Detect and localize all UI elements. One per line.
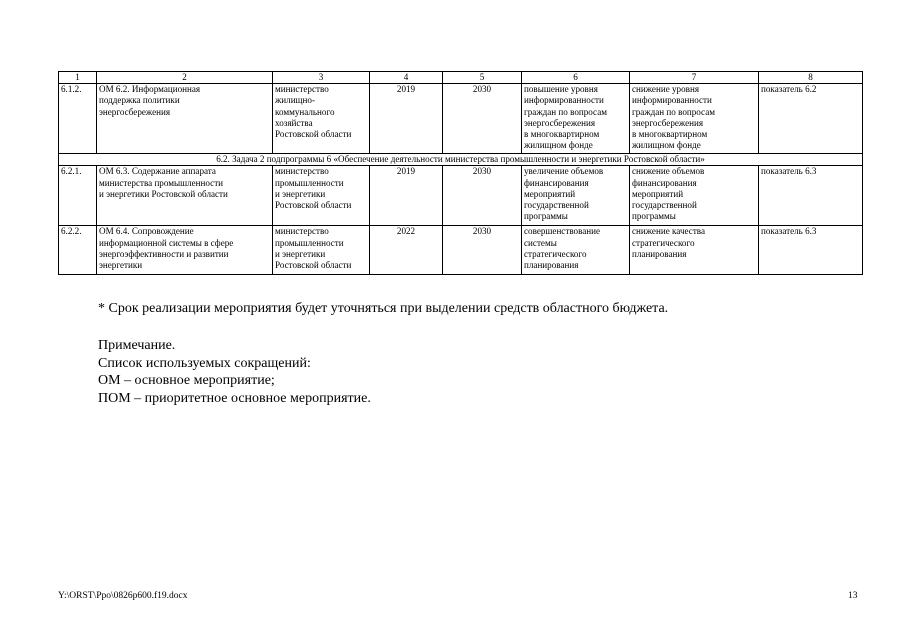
measures-table <box>58 71 863 275</box>
indicator-cell: показатель 6.2 <box>759 84 863 154</box>
executor-cell <box>273 226 370 275</box>
cell-line: энергосбережения <box>632 117 704 128</box>
cell-line: хозяйства <box>275 117 313 128</box>
cell-line: министерство <box>275 226 329 237</box>
row-number: 6.2.1. <box>59 166 97 226</box>
cell-line: программы <box>632 211 676 222</box>
cell-line: министерство <box>275 166 329 177</box>
end-year-cell: 2030 <box>443 166 522 226</box>
cell-line: системы <box>524 237 557 248</box>
table-subheading-row <box>59 154 863 166</box>
cell-line: ОМ 6.2. Информационная <box>99 84 201 95</box>
cell-line: ОМ 6.4. Сопровождение <box>99 226 194 237</box>
abbreviation-item: ОМ – основное мероприятие; <box>98 373 275 388</box>
cell-line: и энергетики Ростовской области <box>99 188 228 199</box>
indicator-cell: показатель 6.3 <box>759 166 863 226</box>
header-cell: 8 <box>759 72 863 84</box>
abbreviations-title: Список используемых сокращений: <box>98 355 311 371</box>
header-cell: 1 <box>59 72 97 84</box>
cell-line: финансирования <box>524 177 589 188</box>
cell-line: стратегического <box>632 237 695 248</box>
header-cell: 3 <box>273 72 370 84</box>
cell-line: граждан по вопросам <box>524 106 607 117</box>
cell-line: Ростовской области <box>275 200 352 211</box>
start-year-cell: 2019 <box>370 166 443 226</box>
result-cell <box>522 226 630 275</box>
result-cell <box>522 84 630 154</box>
cell-line: государственной <box>632 200 697 211</box>
start-year-cell: 2022 <box>370 226 443 275</box>
notes-block <box>98 337 371 407</box>
end-year-cell: 2030 <box>443 226 522 275</box>
start-year-cell: 2019 <box>370 84 443 154</box>
cell-line: в многоквартирном <box>632 129 708 140</box>
cell-line: энергосбережения <box>524 117 596 128</box>
cell-line: коммунального <box>275 106 335 117</box>
executor-cell <box>273 84 370 154</box>
row-number: 6.2.2. <box>59 226 97 275</box>
table-row <box>59 226 863 275</box>
cell-line: жилищно- <box>275 95 315 106</box>
notes-title: Примечание. <box>98 338 176 353</box>
cell-line: мероприятий <box>524 188 576 199</box>
footer-file-path: Y:\ORST\Ppo\0826p600.f19.docx <box>58 591 188 601</box>
cell-line: стратегического <box>524 248 587 259</box>
consequence-cell <box>630 84 759 154</box>
table-row <box>59 166 863 226</box>
cell-line: информационной системы в сфере <box>99 237 234 248</box>
header-cell: 4 <box>370 72 443 84</box>
cell-line: финансирования <box>632 177 697 188</box>
header-cell: 7 <box>630 72 759 84</box>
indicator-cell: показатель 6.3 <box>759 226 863 275</box>
table-header-row <box>59 72 863 84</box>
cell-line: энергетики <box>99 260 143 271</box>
cell-line: и энергетики <box>275 248 326 259</box>
cell-line: Ростовской области <box>275 129 352 140</box>
cell-line: мероприятий <box>632 188 684 199</box>
executor-cell <box>273 166 370 226</box>
abbreviation-item: ПОМ – приоритетное основное мероприятие. <box>98 390 371 406</box>
measure-cell <box>97 166 273 226</box>
footer-page-number: 13 <box>848 591 858 601</box>
header-cell: 5 <box>443 72 522 84</box>
cell-line: и энергетики <box>275 188 326 199</box>
cell-line: ОМ 6.3. Содержание аппарата <box>99 166 216 177</box>
result-cell <box>522 166 630 226</box>
cell-line: промышленности <box>275 177 344 188</box>
task-subheading: 6.2. Задача 2 подпрограммы 6 «Обеспечение деятельности министерства промышленности и энергетики Ростовской области» <box>59 154 863 166</box>
cell-line: повышение уровня <box>524 84 598 95</box>
cell-line: промышленности <box>275 237 344 248</box>
cell-line: энергоэффективности и развитии <box>99 248 229 259</box>
footnote: * Срок реализации мероприятия будет уточняться при выделении средств областного бюджета. <box>98 301 669 316</box>
row-number: 6.1.2. <box>59 84 97 154</box>
cell-line: увеличение объемов <box>524 166 604 177</box>
cell-line: планирования <box>632 248 687 259</box>
cell-line: совершенствование <box>524 226 601 237</box>
cell-line: энергосбережения <box>99 106 171 117</box>
measure-cell <box>97 84 273 154</box>
cell-line: министерства промышленности <box>99 177 224 188</box>
cell-line: жилищном фонде <box>632 140 701 151</box>
consequence-cell <box>630 166 759 226</box>
cell-line: снижение уровня <box>632 84 699 95</box>
end-year-cell: 2030 <box>443 84 522 154</box>
measure-cell <box>97 226 273 275</box>
table-row <box>59 84 863 154</box>
cell-line: программы <box>524 211 568 222</box>
header-cell: 2 <box>97 72 273 84</box>
cell-line: информированности <box>524 95 604 106</box>
consequence-cell <box>630 226 759 275</box>
cell-line: снижение качества <box>632 226 706 237</box>
cell-line: снижение объемов <box>632 166 705 177</box>
cell-line: Ростовской области <box>275 260 352 271</box>
cell-line: жилищном фонде <box>524 140 593 151</box>
cell-line: в многоквартирном <box>524 129 600 140</box>
header-cell: 6 <box>522 72 630 84</box>
cell-line: государственной <box>524 200 589 211</box>
cell-line: министерство <box>275 84 329 95</box>
cell-line: планирования <box>524 260 579 271</box>
cell-line: граждан по вопросам <box>632 106 715 117</box>
cell-line: поддержка политики <box>99 95 180 106</box>
cell-line: информированности <box>632 95 712 106</box>
